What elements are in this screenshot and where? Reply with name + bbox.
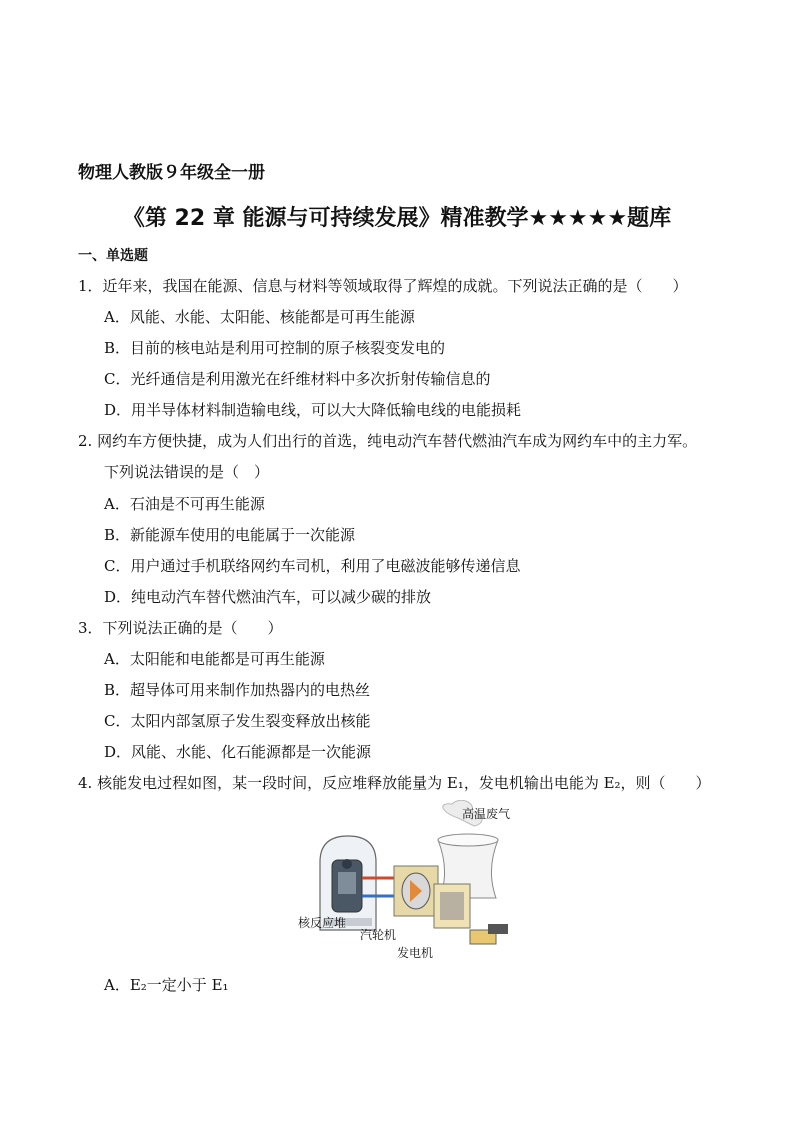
question-3-option-c: C．太阳内部氢原子发生裂变释放出核能 [104, 712, 371, 730]
question-2-option-a: A．石油是不可再生能源 [104, 495, 265, 513]
book-subtitle: 物理人教版９年级全一册 [78, 163, 265, 183]
figure-label-generator: 发电机 [397, 946, 434, 960]
question-2-stem: 2. 网约车方便快捷，成为人们出行的首选，纯电动汽车替代燃油汽车成为网约车中的主力军。 [78, 432, 698, 450]
generator-icon [434, 884, 470, 928]
question-4-option-a: A．E₂一定小于 E₁ [104, 976, 229, 994]
chapter-title: 《第 22 章 能源与可持续发展》精准教学★★★★★题库 [122, 206, 672, 231]
question-2-option-b: B．新能源车使用的电能属于一次能源 [104, 526, 356, 544]
question-3-option-b: B．超导体可用来制作加热器内的电热丝 [104, 681, 371, 699]
question-2-option-d: D．纯电动汽车替代燃油汽车，可以减少碳的排放 [104, 588, 432, 606]
question-3-option-d: D．风能、水能、化石能源都是一次能源 [104, 743, 372, 761]
question-1-option-c: C．光纤通信是利用激光在纤维材料中多次折射传输信息的 [104, 370, 491, 388]
question-2-option-c: C．用户通过手机联络网约车司机，利用了电磁波能够传递信息 [104, 557, 521, 575]
question-1-stem: 1．近年来，我国在能源、信息与材料等领域取得了辉煌的成就。下列说法正确的是（ ） [78, 277, 688, 295]
question-1-option-d: D．用半导体材料制造输电线，可以大大降低输电线的电能损耗 [104, 401, 522, 419]
question-4-stem: 4. 核能发电过程如图，某一段时间，反应堆释放能量为 E₁，发电机输出电能为 E₂，则（ ） [78, 774, 711, 792]
nuclear-plant-figure [290, 800, 520, 965]
section-heading: 一、单选题 [78, 248, 148, 264]
question-3-stem: 3．下列说法正确的是（ ） [78, 619, 283, 637]
question-1-option-b: B．目前的核电站是利用可控制的原子核裂变发电的 [104, 339, 446, 357]
question-2-stem-continued: 下列说法错误的是（ ） [104, 463, 270, 481]
figure-label-turbine: 汽轮机 [360, 928, 397, 942]
turbine-icon [394, 866, 438, 916]
question-1-option-a: A．风能、水能、太阳能、核能都是可再生能源 [104, 308, 415, 326]
power-output-icon [470, 924, 508, 944]
figure-label-reactor: 核反应堆 [298, 916, 347, 930]
question-3-option-a: A．太阳能和电能都是可再生能源 [104, 650, 325, 668]
figure-label-exhaust: 高温废气 [462, 807, 511, 821]
